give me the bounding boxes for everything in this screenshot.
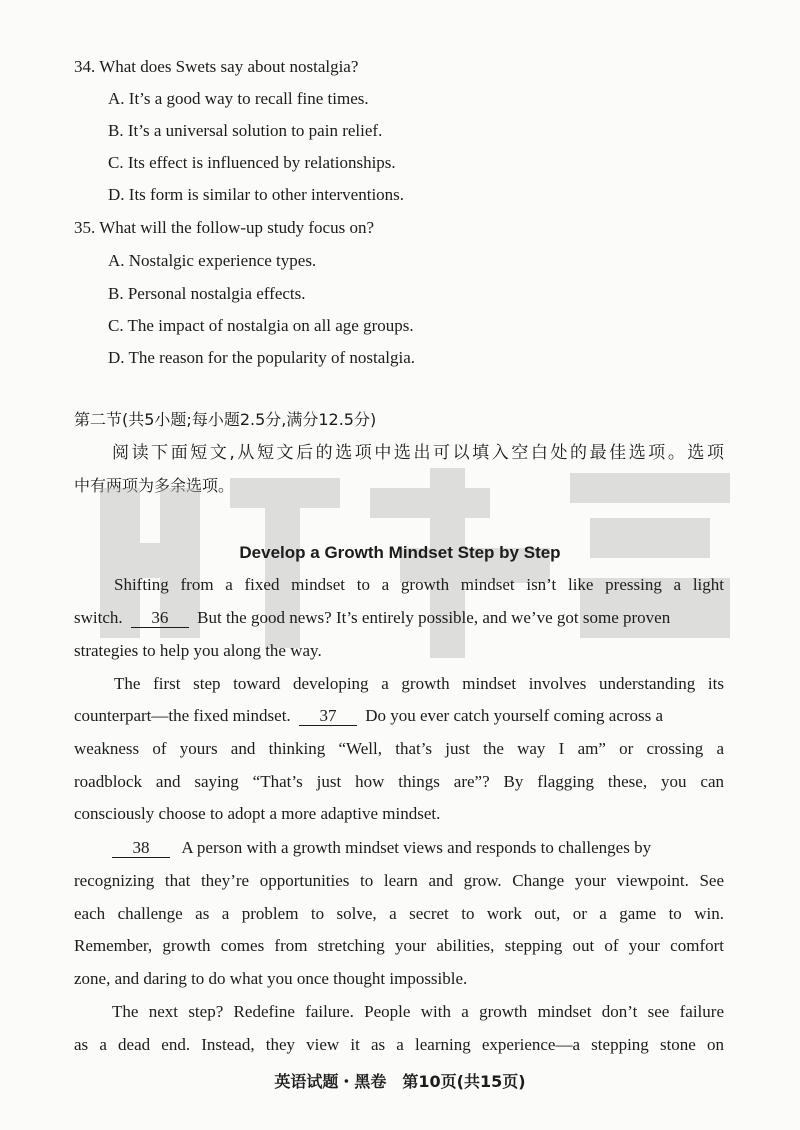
section-instruction-line-1: 阅读下面短文,从短文后的选项中选出可以填入空白处的最佳选项。选项	[112, 443, 724, 463]
question-number: 34.	[74, 57, 96, 76]
watermark-logo	[100, 468, 740, 668]
option-34-b[interactable]	[108, 121, 382, 141]
option-text: Nostalgic experience types.	[128, 251, 317, 270]
passage-line: consciously choose to adopt a more adaptive mindset.	[74, 804, 441, 823]
passage-line: strategies to help you along the way.	[74, 641, 322, 660]
option-text: It’s a good way to recall fine times.	[128, 89, 369, 108]
passage-title: Develop a Growth Mindset Step by Step	[239, 543, 561, 562]
passage-line-with-blank-37	[74, 706, 663, 726]
option-letter: D.	[108, 348, 125, 367]
option-letter: A.	[108, 251, 125, 270]
blank-36[interactable]: 36	[131, 609, 189, 628]
page-footer: 英语试题・黑卷 第10页(共15页)	[274, 1072, 526, 1091]
option-35-d[interactable]	[108, 348, 415, 368]
passage-text: But the good news? It’s entirely possible, and we’ve got some proven	[197, 608, 671, 627]
passage-line: Remember, growth comes from stretching your abilities, stepping out of your comfort	[74, 936, 724, 955]
option-text: The reason for the popularity of nostalgia.	[128, 348, 416, 367]
passage-line-with-blank-36	[74, 608, 724, 628]
question-stem: What does Swets say about nostalgia?	[99, 57, 359, 76]
option-letter: B.	[108, 121, 124, 140]
blank-37[interactable]: 37	[299, 707, 357, 726]
section-instruction-line-2: 中有两项为多余选项。	[74, 476, 235, 495]
passage-line: Shifting from a fixed mindset to a growth mindset isn’t like pressing a light	[114, 575, 724, 594]
passage-text: A person with a growth mindset views and responds to challenges by	[181, 838, 652, 857]
passage-line: The next step? Redefine failure. People with a growth mindset don’t see failure	[112, 1002, 724, 1021]
option-letter: C.	[108, 153, 124, 172]
option-34-d[interactable]	[108, 185, 404, 205]
question-stem: What will the follow-up study focus on?	[99, 218, 374, 237]
option-letter: D.	[108, 185, 125, 204]
question-number: 35.	[74, 218, 96, 237]
question-35	[74, 218, 374, 238]
passage-line-with-blank-38	[112, 838, 724, 858]
passage-text: counterpart—the fixed mindset.	[74, 706, 291, 725]
option-34-a[interactable]	[108, 89, 369, 109]
option-34-c[interactable]	[108, 153, 396, 173]
blank-38[interactable]: 38	[112, 839, 170, 858]
passage-line: weakness of yours and thinking “Well, that’s just the way I am” or crossing a	[74, 739, 724, 758]
option-letter: A.	[108, 89, 125, 108]
option-35-c[interactable]	[108, 316, 414, 336]
passage-text: Do you ever catch yourself coming across a	[365, 706, 664, 725]
question-34	[74, 57, 358, 77]
passage-line: recognizing that they’re opportunities to learn and grow. Change your viewpoint. See	[74, 871, 724, 890]
option-text: Its form is similar to other interventions.	[128, 185, 405, 204]
passage-text: switch.	[74, 608, 123, 627]
passage-line: each challenge as a problem to solve, a secret to work out, or a game to win.	[74, 904, 724, 923]
option-text: It’s a universal solution to pain relief.	[127, 121, 383, 140]
option-35-b[interactable]	[108, 284, 306, 304]
passage-line: as a dead end. Instead, they view it as a learning experience—a stepping stone on	[74, 1035, 724, 1054]
option-text: Personal nostalgia effects.	[127, 284, 306, 303]
passage-line: The first step toward developing a growth mindset involves understanding its	[114, 674, 724, 693]
passage-line: roadblock and saying “That’s just how things are”? By flagging these, you can	[74, 772, 724, 791]
passage-line: zone, and daring to do what you once thought impossible.	[74, 969, 468, 988]
option-letter: B.	[108, 284, 124, 303]
option-letter: C.	[108, 316, 124, 335]
option-text: Its effect is influenced by relationships.	[127, 153, 396, 172]
option-text: The impact of nostalgia on all age groups.	[127, 316, 414, 335]
section-header: 第二节(共5小题;每小题2.5分,满分12.5分)	[74, 410, 377, 429]
option-35-a[interactable]	[108, 251, 316, 271]
